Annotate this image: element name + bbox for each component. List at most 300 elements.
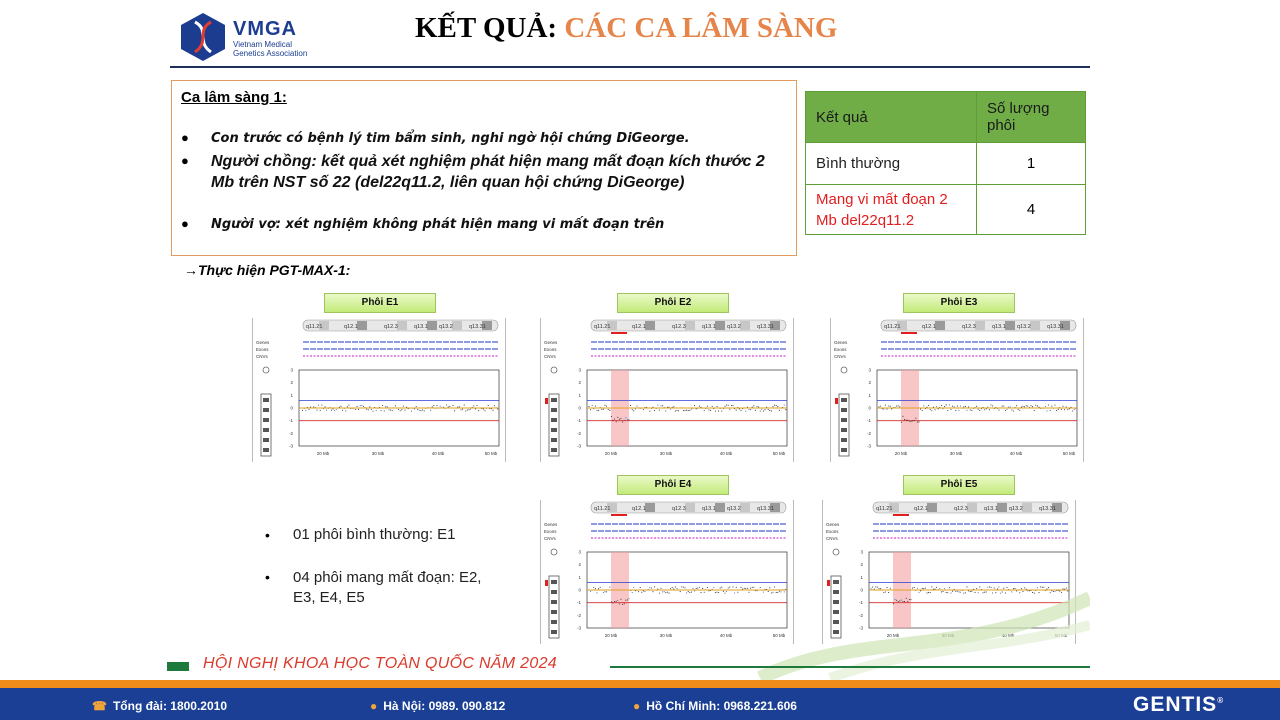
data-point [468,409,469,410]
chromosome-band [833,580,839,584]
result-table [805,91,1086,235]
data-point [922,588,923,589]
data-point [449,406,450,407]
data-point [915,418,916,419]
case-bullet-1: Con trước có bệnh lý tim bẩm sinh, nghi ngờ hội chứng DiGeorge. [211,131,690,146]
table-cell-count: 4 [977,185,1086,235]
title-part-2: CÁC CA LÂM SÀNG [564,12,838,44]
table-row [806,185,1086,235]
data-point [1074,409,1075,410]
data-point [957,406,958,407]
data-point [914,587,915,588]
case-title: Ca lâm sàng 1: [181,89,287,106]
data-point [768,409,769,410]
ideogram-band [1005,321,1015,330]
data-point [691,409,692,410]
ideogram-band [357,321,367,330]
y-tick-label: 2 [578,562,581,568]
data-point [462,409,463,410]
data-point [923,405,924,406]
data-point [1056,410,1057,411]
data-point [976,406,977,407]
data-point [1019,410,1020,411]
band-label: q12.3 [672,506,686,512]
data-point [906,420,907,421]
y-tick-label: -3 [288,443,293,449]
data-point [728,405,729,406]
data-point [392,410,393,411]
data-point [1042,587,1043,588]
ideogram-band [427,321,437,330]
data-point [388,409,389,410]
data-point [761,409,762,410]
data-point [684,410,685,411]
data-point [912,420,913,421]
data-point [336,409,337,410]
bullet-dot-1: ● [181,130,189,145]
chromosome-band [841,428,847,432]
data-point [1022,406,1023,407]
data-point [987,406,988,407]
data-point [395,405,396,406]
phone-icon: ☎ [92,699,107,713]
deletion-marker [893,514,909,516]
data-point [492,410,493,411]
data-point [1048,404,1049,405]
data-point [334,410,335,411]
track-label: CNVs [544,536,556,541]
chromosome-band [551,438,557,442]
data-point [440,406,441,407]
conference-name: HỘI NGHỊ KHOA HỌC TOÀN QUỐC NĂM 2024 [203,655,557,672]
data-point [443,407,444,408]
data-point [630,405,631,406]
contact-hanoi-text: Hà Nội: 0989. 090.812 [383,699,506,713]
data-point [420,410,421,411]
data-point [363,406,364,407]
y-tick-label: -3 [576,625,581,631]
ideogram-band [967,503,977,512]
track-label: Genes [256,340,270,345]
data-point [627,419,628,420]
band-label: q13.2 [1009,506,1023,512]
data-point [968,406,969,407]
band-label: q13.1 [414,324,428,330]
data-point [760,587,761,588]
chromosome-band [551,448,557,452]
data-point [369,406,370,407]
data-point [380,410,381,411]
data-point [424,410,425,411]
data-point [457,406,458,407]
data-point [436,405,437,406]
data-point [1014,588,1015,589]
data-point [732,405,733,406]
data-point [745,588,746,589]
y-tick-label: 0 [860,587,863,593]
data-point [360,405,361,406]
registered-mark: ® [1217,696,1225,705]
data-point [484,410,485,411]
bullet-dot-3: ● [181,216,189,231]
data-point [684,587,685,588]
track-label: Genes [544,522,558,527]
data-point [454,410,455,411]
deletion-marker [901,332,917,334]
data-point [387,406,388,407]
data-point [366,409,367,410]
data-point [928,405,929,406]
data-point [348,405,349,406]
data-point [636,405,637,406]
data-point [713,587,714,588]
data-point [958,410,959,411]
data-point [710,410,711,411]
data-point [1054,405,1055,406]
data-point [417,409,418,410]
data-point [878,406,879,407]
data-point [368,409,369,410]
band-label: q13.2 [439,324,453,330]
centromere-icon [551,367,557,373]
data-point [984,409,985,410]
y-tick-label: -1 [576,600,581,606]
data-point [1021,407,1022,408]
data-point [917,422,918,423]
data-point [305,410,306,411]
band-label: q13.1 [702,506,716,512]
band-label: q13.2 [727,506,741,512]
x-tick-label: 50 Mb [1054,633,1068,638]
data-point [678,410,679,411]
data-point [326,410,327,411]
data-point [918,421,919,422]
data-point [772,406,773,407]
data-point [608,409,609,410]
data-point [779,410,780,411]
data-point [604,405,605,406]
ideogram-band [715,503,725,512]
data-point [712,406,713,407]
data-point [433,405,434,406]
data-point [938,408,939,409]
band-label: q12.3 [384,324,398,330]
data-point [950,409,951,410]
data-point [715,411,716,412]
data-point [901,422,902,423]
chromosome-band [841,418,847,422]
contact-hotline-text: Tổng đài: 1800.2010 [112,699,227,713]
cnv-panel-e2 [540,318,794,462]
data-point [736,410,737,411]
y-tick-label: 2 [868,380,871,386]
data-point [483,409,484,410]
data-point [686,410,687,411]
data-point [740,410,741,411]
table-cell-count: 1 [977,143,1086,185]
data-point [654,586,655,587]
data-point [875,586,876,587]
data-point [909,420,910,421]
data-point [345,410,346,411]
data-point [745,411,746,412]
band-label: q13.2 [727,324,741,330]
band-label: q12.1 [922,324,936,330]
band-label: q11.21 [594,324,611,330]
data-point [728,587,729,588]
data-point [603,409,604,410]
data-point [931,410,932,411]
data-point [886,409,887,410]
chromosome-band [841,408,847,412]
track-label: Exons [826,529,839,534]
data-point [475,408,476,409]
band-label: q11.21 [884,324,901,330]
chromosome-deletion-mark [827,580,830,586]
x-tick-label: 40 Mb [431,451,445,456]
data-point [403,406,404,407]
data-point [1030,405,1031,406]
track-label: Genes [826,522,840,527]
ideogram-band [935,321,945,330]
data-point [670,409,671,410]
data-point [595,406,596,407]
data-point [731,405,732,406]
band-label: q13.2 [1017,324,1031,330]
data-point [460,409,461,410]
data-point [432,406,433,407]
data-point [654,410,655,411]
data-point [1008,407,1009,408]
ideogram-band [927,503,937,512]
data-point [1058,409,1059,410]
data-point [930,409,931,410]
data-point [1062,406,1063,407]
cnv-plot [541,318,793,462]
y-tick-label: -3 [576,443,581,449]
chromosome-band [551,408,557,412]
data-point [692,588,693,589]
data-point [708,409,709,410]
data-point [465,410,466,411]
band-label: q13.31 [757,324,774,330]
x-tick-label: 40 Mb [1009,451,1023,456]
data-point [683,410,684,411]
deletion-marker [611,514,627,516]
data-point [699,587,700,588]
data-point [707,406,708,407]
data-point [1018,409,1019,410]
data-point [769,587,770,588]
ideogram-band [1022,503,1032,512]
data-point [949,587,950,588]
data-point [872,586,873,587]
chromosome-band [551,418,557,422]
data-point [632,409,633,410]
data-point [598,410,599,411]
data-point [987,587,988,588]
data-point [729,409,730,410]
data-point [649,411,650,412]
data-point [697,587,698,588]
data-point [473,405,474,406]
data-point [941,405,942,406]
table-header-row [806,92,1086,143]
y-tick-label: -1 [288,418,293,424]
chromosome-band [841,398,847,402]
ideogram-band [397,321,407,330]
footer-divider [610,666,1090,668]
chromosome-band [551,590,557,594]
data-point [877,587,878,588]
data-point [694,405,695,406]
data-point [939,588,940,589]
data-point [896,405,897,406]
data-point [430,410,431,411]
cnv-plot [831,318,1083,462]
x-tick-label: 50 Mb [1062,451,1076,456]
data-point [1003,588,1004,589]
chromosome-band [551,620,557,624]
data-point [688,410,689,411]
ideogram-band [685,321,695,330]
data-point [478,410,479,411]
y-tick-label: -2 [576,430,581,436]
x-tick-label: 30 Mb [659,451,673,456]
data-point [662,405,663,406]
summary-item-1: 01 phôi bình thường: E1 [293,526,456,543]
data-point [702,588,703,589]
data-point [596,592,597,593]
data-point [1013,410,1014,411]
summary-dot-2: • [265,569,270,585]
data-point [332,408,333,409]
data-point [382,405,383,406]
data-point [611,416,612,417]
data-point [760,411,761,412]
data-point [736,587,737,588]
data-point [1067,409,1068,410]
data-point [989,586,990,587]
data-point [385,406,386,407]
data-point [922,410,923,411]
data-point [699,406,700,407]
x-tick-label: 30 Mb [371,451,385,456]
data-point [1064,409,1065,410]
data-point [390,410,391,411]
data-point [372,411,373,412]
data-point [660,588,661,589]
y-tick-label: 3 [578,367,581,373]
data-point [755,410,756,411]
y-tick-label: 1 [578,392,581,398]
y-tick-label: 3 [868,367,871,373]
data-point [936,406,937,407]
data-point [600,587,601,588]
summary-item-2: 04 phôi mang mất đoạn: E2, E3, E4, E5 [293,569,482,606]
data-point [1010,406,1011,407]
chromosome-band [263,408,269,412]
data-point [676,588,677,589]
band-label: q11.21 [306,324,323,330]
location-icon: ● [633,699,641,713]
data-point [1046,410,1047,411]
band-label: q12.3 [962,324,976,330]
data-point [614,418,615,419]
data-point [643,409,644,410]
x-tick-label: 20 Mb [886,633,900,638]
data-point [422,409,423,410]
track-label: Exons [544,529,557,534]
data-point [989,409,990,410]
data-point [763,411,764,412]
data-point [971,410,972,411]
chromosome-band [551,630,557,634]
y-tick-label: -2 [866,430,871,436]
data-point [675,411,676,412]
data-point [467,409,468,410]
data-point [683,587,684,588]
ideogram-band [715,321,725,330]
embryo-label-e3: Phôi E3 [903,293,1015,313]
y-tick-label: 3 [860,549,863,555]
table-row [806,143,1086,185]
band-label: q13.31 [469,324,486,330]
data-point [998,410,999,411]
band-label: q13.31 [1039,506,1056,512]
data-point [720,587,721,588]
band-label: q12.1 [632,506,646,512]
data-point [355,409,356,410]
embryo-label-e4: Phôi E4 [617,475,729,495]
data-point [992,405,993,406]
chromosome-deletion-mark [545,398,548,404]
centromere-icon [841,367,847,373]
data-point [898,405,899,406]
data-point [769,410,770,411]
chromosome-band [263,438,269,442]
y-tick-label: 1 [290,392,293,398]
data-point [752,407,753,408]
data-point [954,406,955,407]
data-point [904,419,905,420]
data-point [696,588,697,589]
data-point [446,404,447,405]
band-label: q13.1 [992,324,1006,330]
data-point [771,410,772,411]
data-point [342,410,343,411]
data-point [1027,406,1028,407]
data-point [452,405,453,406]
data-point [910,421,911,422]
track-label: Exons [834,347,847,352]
contact-hotline [92,699,227,713]
x-tick-label: 30 Mb [949,451,963,456]
chromosome-band [263,418,269,422]
data-point [676,410,677,411]
y-tick-label: -3 [858,625,863,631]
cnv-plot [253,318,505,462]
data-point [497,408,498,409]
data-point [1026,405,1027,406]
data-point [885,405,886,406]
x-tick-label: 20 Mb [894,451,908,456]
band-label: q13.31 [757,506,774,512]
data-point [340,406,341,407]
data-point [384,410,385,411]
data-point [990,404,991,405]
data-point [596,410,597,411]
